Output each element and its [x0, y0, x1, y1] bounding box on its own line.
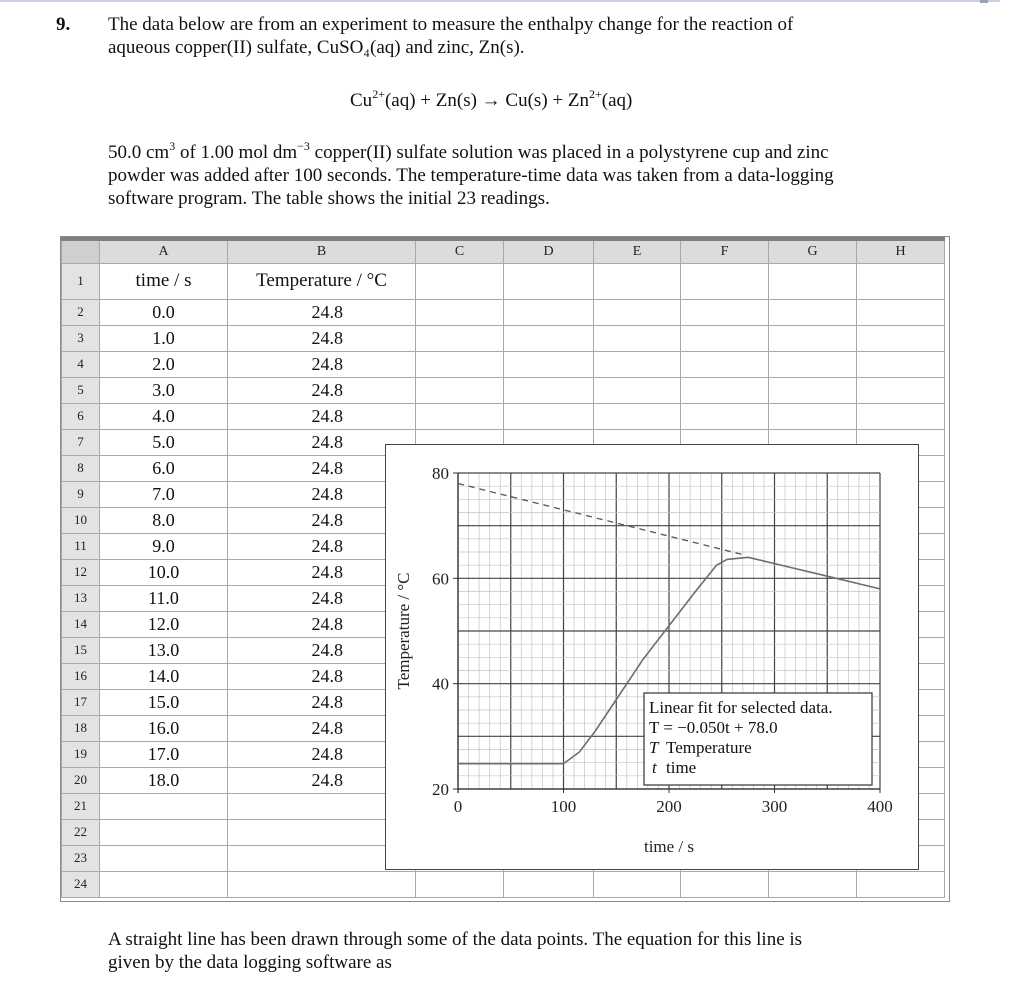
empty-cell[interactable]: [504, 871, 594, 897]
row-header[interactable]: 9: [62, 481, 100, 507]
empty-cell[interactable]: [100, 793, 228, 819]
empty-cell[interactable]: [681, 403, 769, 429]
empty-cell[interactable]: [681, 871, 769, 897]
empty-cell[interactable]: [594, 377, 681, 403]
data-cell[interactable]: 24.8: [228, 741, 416, 767]
empty-cell[interactable]: [416, 263, 504, 299]
column-header-h[interactable]: H: [857, 239, 945, 263]
empty-cell[interactable]: [681, 325, 769, 351]
annotation-temperature: Temperature: [666, 738, 752, 757]
method-paragraph: [108, 141, 928, 210]
method-rest: copper(II) sulfate solution was placed in a polystyrene cup and zinc: [309, 142, 829, 163]
x-tick-label: 300: [761, 797, 788, 816]
empty-cell[interactable]: [594, 871, 681, 897]
empty-cell[interactable]: [416, 299, 504, 325]
annotation-equation: T = −0.050t + 78.0: [649, 718, 778, 737]
eq-middle: (aq) + Zn(s) → Cu(s) + Zn: [384, 90, 589, 111]
empty-cell[interactable]: [857, 871, 945, 897]
data-cell[interactable]: 24.8: [228, 481, 416, 507]
empty-cell[interactable]: [681, 263, 769, 299]
table-row: [62, 871, 945, 897]
empty-cell[interactable]: [857, 377, 945, 403]
empty-cell[interactable]: [594, 325, 681, 351]
row-header[interactable]: 10: [62, 507, 100, 533]
empty-cell[interactable]: [857, 263, 945, 299]
data-cell[interactable]: 24.8: [228, 585, 416, 611]
row-header[interactable]: 23: [62, 845, 100, 871]
eq-cu: Cu: [350, 90, 373, 111]
row-header[interactable]: 20: [62, 767, 100, 793]
empty-cell[interactable]: [100, 819, 228, 845]
data-cell[interactable]: 8.0: [100, 507, 228, 533]
question-intro: [108, 13, 928, 59]
table-row: [62, 299, 945, 325]
method-conc: of 1.00 mol dm: [175, 142, 298, 163]
annotation-time: time: [666, 758, 697, 777]
annotation-symbol-T: T: [649, 738, 659, 757]
x-tick-label: 400: [867, 797, 893, 816]
data-cell[interactable]: 7.0: [100, 481, 228, 507]
y-axis-label: Temperature / °C: [394, 572, 413, 690]
row-header[interactable]: 12: [62, 559, 100, 585]
table-row: [62, 325, 945, 351]
question-number: 9.: [56, 14, 71, 35]
data-cell[interactable]: 24.8: [228, 507, 416, 533]
row-header[interactable]: 19: [62, 741, 100, 767]
column-header-row: [62, 239, 945, 263]
empty-cell[interactable]: [769, 377, 857, 403]
empty-cell[interactable]: [769, 263, 857, 299]
row-header[interactable]: 7: [62, 429, 100, 455]
annotation-title: Linear fit for selected data.: [649, 698, 833, 717]
row-header[interactable]: 8: [62, 455, 100, 481]
column-header-c[interactable]: C: [416, 239, 504, 263]
x-tick-label: 200: [656, 797, 682, 816]
empty-cell[interactable]: [504, 351, 594, 377]
closing-paragraph: [108, 928, 888, 974]
row-header[interactable]: 16: [62, 663, 100, 689]
empty-cell[interactable]: [100, 871, 228, 897]
empty-cell[interactable]: [504, 263, 594, 299]
empty-cell[interactable]: [416, 403, 504, 429]
table-row: [62, 377, 945, 403]
row-header[interactable]: 5: [62, 377, 100, 403]
data-cell[interactable]: 24.8: [228, 351, 416, 377]
y-tick-label: 80: [432, 464, 449, 483]
empty-cell[interactable]: [228, 871, 416, 897]
empty-cell[interactable]: [416, 325, 504, 351]
data-cell[interactable]: 6.0: [100, 455, 228, 481]
column-header-g[interactable]: G: [769, 239, 857, 263]
empty-cell[interactable]: [504, 377, 594, 403]
row-header[interactable]: 11: [62, 533, 100, 559]
data-cell[interactable]: 13.0: [100, 637, 228, 663]
data-cell[interactable]: 10.0: [100, 559, 228, 585]
row-header[interactable]: 3: [62, 325, 100, 351]
y-tick-label: 40: [432, 674, 449, 694]
row-header[interactable]: 4: [62, 351, 100, 377]
table-row: [62, 403, 945, 429]
temperature-time-chart: [385, 444, 919, 870]
row-header[interactable]: 2: [62, 299, 100, 325]
row-header[interactable]: 15: [62, 637, 100, 663]
data-cell[interactable]: 14.0: [100, 663, 228, 689]
empty-cell[interactable]: [100, 845, 228, 871]
data-cell[interactable]: 24.8: [228, 299, 416, 325]
row-header[interactable]: 13: [62, 585, 100, 611]
y-tick-label: 60: [432, 569, 449, 589]
eq-cu-charge: 2+: [372, 87, 385, 101]
empty-cell[interactable]: [681, 351, 769, 377]
data-cell[interactable]: 1.0: [100, 325, 228, 351]
reaction-equation: [350, 87, 633, 112]
empty-cell[interactable]: [504, 403, 594, 429]
intro-line-2: aqueous copper(II) sulfate, CuSO₄(aq) and zinc, Zn(s).: [108, 37, 525, 58]
data-cell[interactable]: 24.8: [228, 377, 416, 403]
method-line-3: software program. The table shows the initial 23 readings.: [108, 188, 550, 209]
empty-cell[interactable]: [681, 377, 769, 403]
empty-cell[interactable]: [857, 351, 945, 377]
data-cell[interactable]: 24.8: [228, 325, 416, 351]
method-sup-minus3: −3: [297, 139, 310, 153]
top-rule: [0, 0, 1000, 2]
row-header[interactable]: 22: [62, 819, 100, 845]
empty-cell[interactable]: [681, 299, 769, 325]
data-cell[interactable]: 4.0: [100, 403, 228, 429]
closing-line-1: A straight line has been drawn through some of the data points. The equation for this line is: [108, 929, 803, 950]
empty-cell[interactable]: [594, 299, 681, 325]
x-axis-label: time / s: [643, 837, 695, 856]
table-row: [62, 351, 945, 377]
data-cell[interactable]: 12.0: [100, 611, 228, 637]
column-header-d[interactable]: D: [504, 239, 594, 263]
empty-cell[interactable]: [857, 299, 945, 325]
closing-line-2: given by the data logging software as: [108, 952, 392, 973]
data-cell[interactable]: 18.0: [100, 767, 228, 793]
data-cell[interactable]: 2.0: [100, 351, 228, 377]
linear-fit-line: [458, 484, 743, 555]
eq-end: (aq): [601, 90, 633, 111]
row-header[interactable]: 21: [62, 793, 100, 819]
data-cell[interactable]: 3.0: [100, 377, 228, 403]
method-volume: 50.0 cm: [108, 142, 170, 163]
data-cell[interactable]: 24.8: [228, 611, 416, 637]
method-sup-3: 3: [169, 139, 176, 153]
row-header[interactable]: 17: [62, 689, 100, 715]
data-cell[interactable]: 24.8: [228, 637, 416, 663]
column-header-b[interactable]: B: [228, 239, 416, 263]
column-header-a[interactable]: A: [100, 239, 228, 263]
data-cell[interactable]: 16.0: [100, 715, 228, 741]
empty-cell[interactable]: [857, 403, 945, 429]
empty-cell[interactable]: [416, 871, 504, 897]
row-header[interactable]: 14: [62, 611, 100, 637]
empty-cell[interactable]: [594, 263, 681, 299]
data-cell[interactable]: 5.0: [100, 429, 228, 455]
data-cell[interactable]: 24.8: [228, 559, 416, 585]
eq-zn-charge: 2+: [588, 87, 602, 101]
empty-cell[interactable]: [769, 351, 857, 377]
data-cell[interactable]: 24.8: [228, 689, 416, 715]
header-cell-time[interactable]: time / s: [100, 263, 228, 299]
x-tick-label: 100: [550, 797, 577, 816]
row-header[interactable]: 24: [62, 871, 100, 897]
empty-cell[interactable]: [857, 325, 945, 351]
data-cell[interactable]: 0.0: [100, 299, 228, 325]
sheet-corner[interactable]: [62, 239, 100, 263]
row-header[interactable]: 6: [62, 403, 100, 429]
x-tick-label: 0: [453, 797, 463, 816]
annotation-symbol-t: t: [652, 758, 657, 777]
data-cell[interactable]: 24.8: [228, 429, 416, 455]
data-cell[interactable]: 24.8: [228, 715, 416, 741]
empty-cell[interactable]: [416, 351, 504, 377]
row-header[interactable]: 18: [62, 715, 100, 741]
data-cell[interactable]: 15.0: [100, 689, 228, 715]
y-tick-label: 20: [432, 780, 449, 799]
data-cell[interactable]: 24.8: [228, 663, 416, 689]
table-row: [62, 263, 945, 299]
intro-line-1: The data below are from an experiment to measure the enthalpy change for the reaction of: [108, 14, 794, 35]
column-header-f[interactable]: F: [681, 239, 769, 263]
header-cell-temperature[interactable]: Temperature / °C: [228, 263, 416, 299]
chart-svg: [386, 445, 920, 871]
empty-cell[interactable]: [416, 377, 504, 403]
empty-cell[interactable]: [504, 325, 594, 351]
data-cell[interactable]: 24.8: [228, 533, 416, 559]
method-line-1: [108, 141, 928, 164]
data-cell[interactable]: 24.8: [228, 455, 416, 481]
empty-cell[interactable]: [594, 403, 681, 429]
method-line-2: powder was added after 100 seconds. The temperature-time data was taken from a data-logging: [108, 165, 834, 186]
empty-cell[interactable]: [504, 299, 594, 325]
empty-cell[interactable]: [769, 403, 857, 429]
empty-cell[interactable]: [594, 351, 681, 377]
data-cell[interactable]: 9.0: [100, 533, 228, 559]
column-header-e[interactable]: E: [594, 239, 681, 263]
top-scroll-marker: [980, 0, 988, 3]
data-cell[interactable]: 11.0: [100, 585, 228, 611]
row-header[interactable]: 1: [62, 263, 100, 299]
data-cell[interactable]: 24.8: [228, 403, 416, 429]
empty-cell[interactable]: [769, 325, 857, 351]
data-cell[interactable]: 17.0: [100, 741, 228, 767]
empty-cell[interactable]: [769, 299, 857, 325]
empty-cell[interactable]: [769, 871, 857, 897]
data-cell[interactable]: 24.8: [228, 767, 416, 793]
